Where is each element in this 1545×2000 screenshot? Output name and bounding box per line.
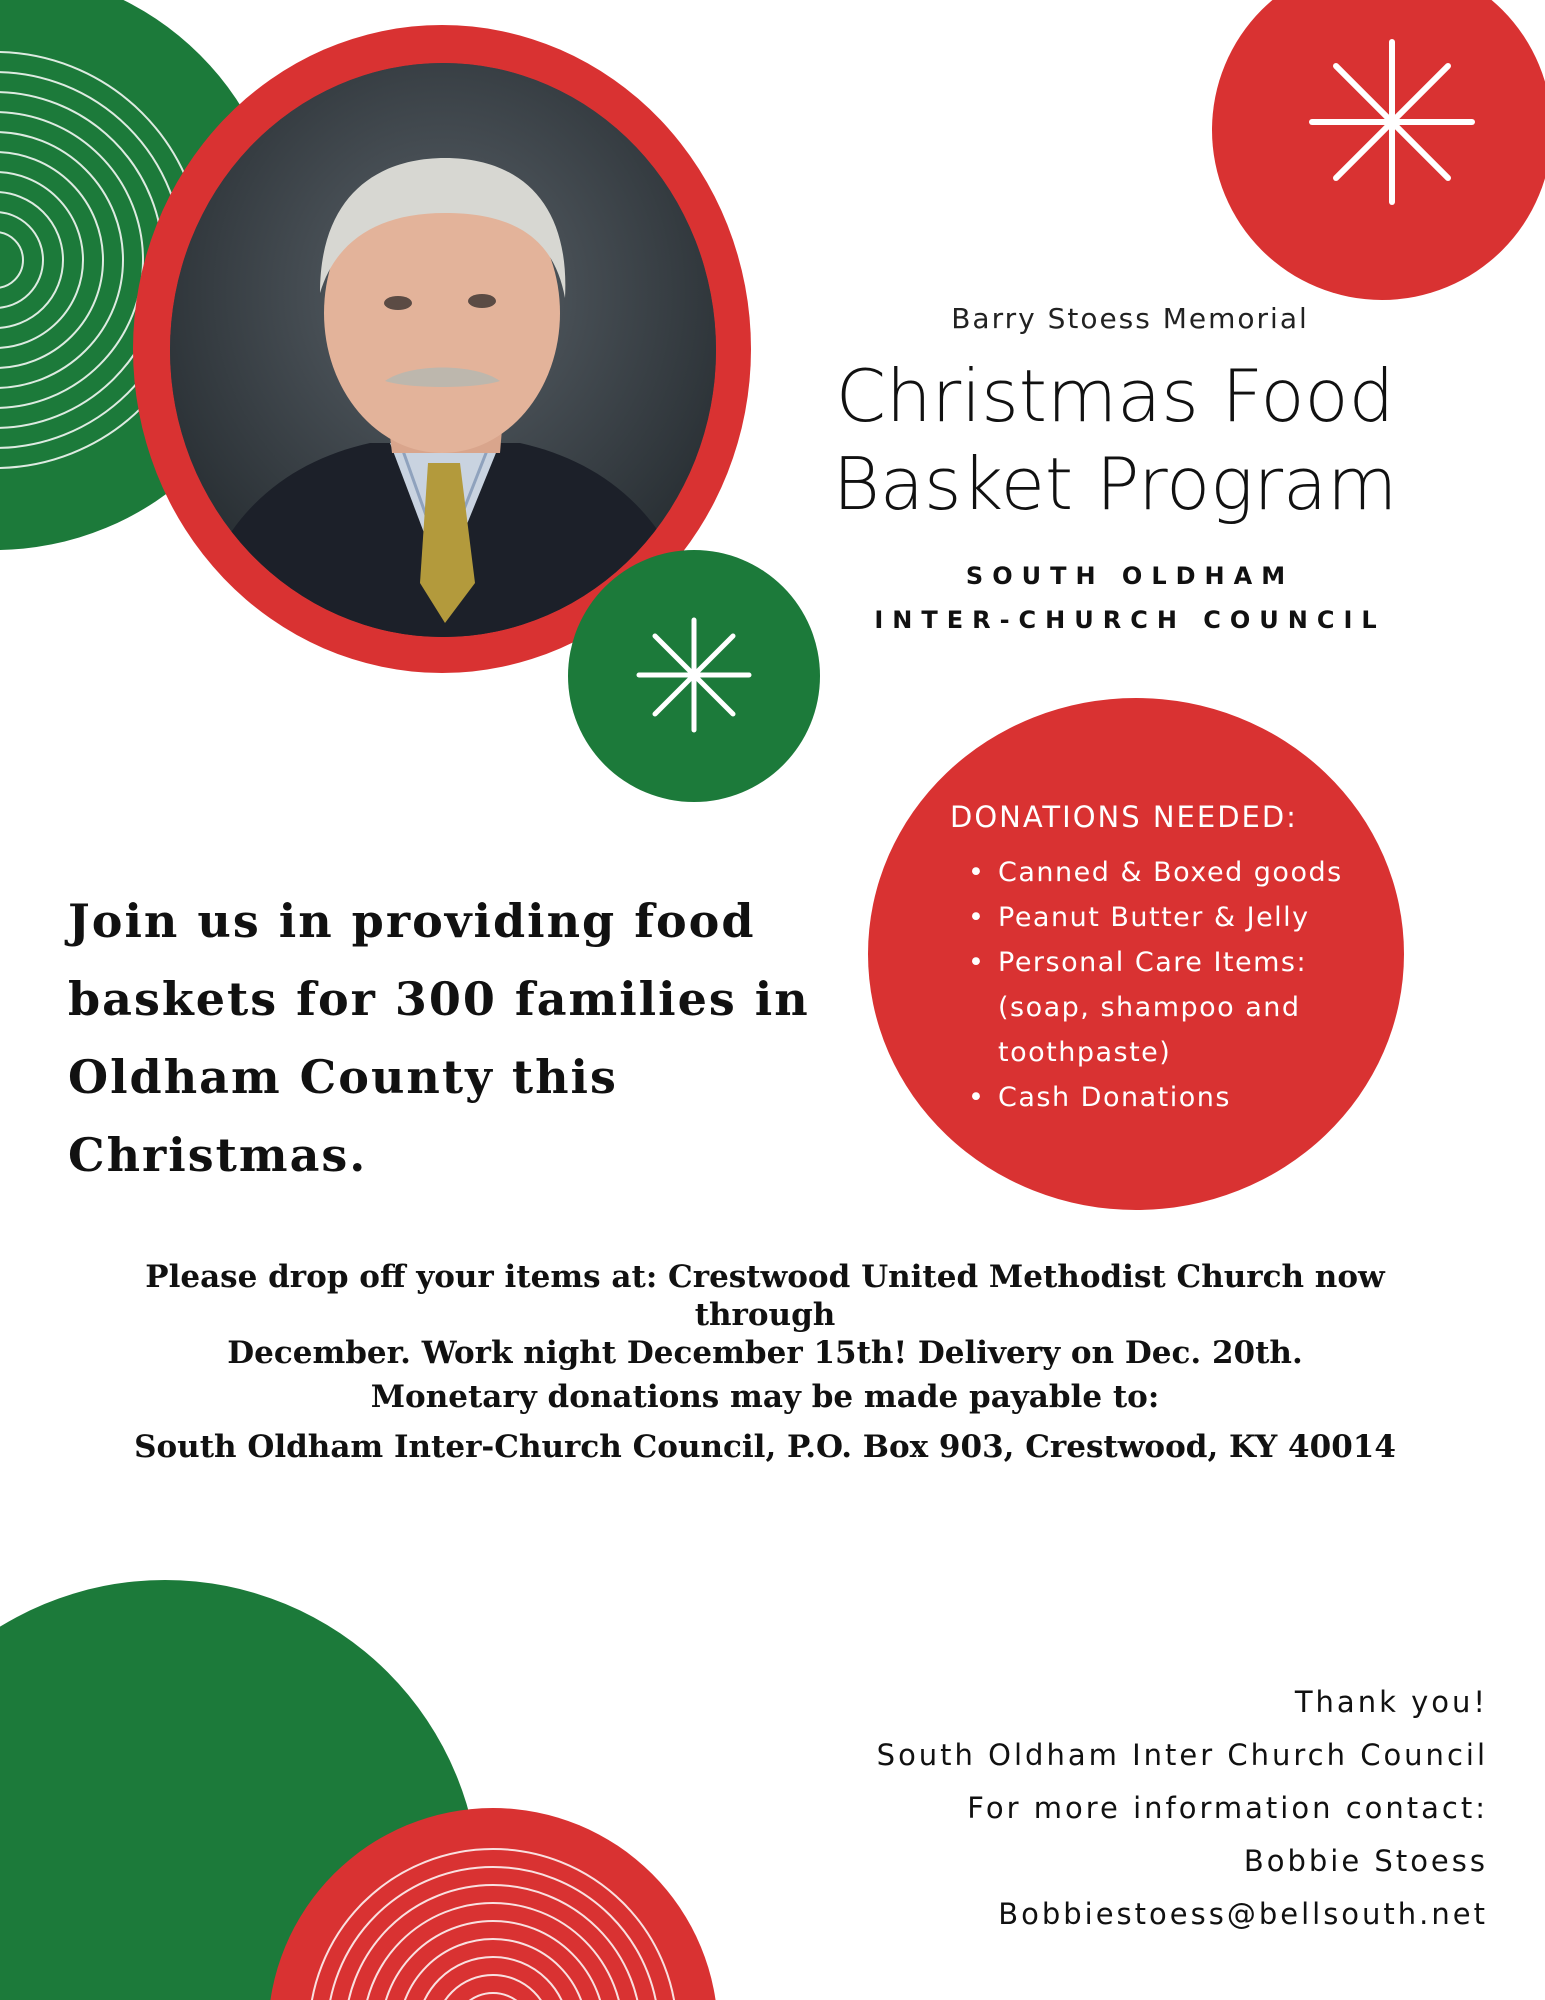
green-snowflake-circle-middle	[568, 550, 820, 802]
bullet-icon: •	[968, 857, 986, 888]
organization-name	[820, 554, 1440, 642]
org-line-1: SOUTH OLDHAM	[965, 562, 1295, 590]
contact-name: Bobbie Stoess	[1243, 1844, 1488, 1878]
list-item: • Personal Care Items: (soap, shampoo and toothpaste)	[968, 940, 1388, 1075]
bullet-icon: •	[968, 902, 986, 933]
monetary-donations: Monetary donations may be made payable to: South Oldham Inter-Church Council, P.O. Box 903, Crestwood, KY 40014	[134, 1379, 1396, 1465]
donations-heading: DONATIONS NEEDED:	[950, 800, 1298, 834]
contact-email[interactable]: Bobbiestoess@bellsouth.net	[998, 1897, 1488, 1931]
snowflake-icon	[1212, 0, 1545, 300]
red-snowflake-circle-top-right	[1212, 0, 1545, 300]
program-title	[810, 352, 1420, 528]
list-item-continuation: (soap, shampoo and	[998, 992, 1301, 1023]
thank-you: Thank you!	[1294, 1685, 1488, 1719]
dropoff-instructions: Please drop off your items at: Crestwood United Methodist Church now through December. Work night December 15th! Delivery on Dec. 20th.	[145, 1259, 1385, 1371]
list-item-continuation: toothpaste)	[998, 1037, 1172, 1068]
donations-list	[968, 850, 1388, 1120]
bullet-icon: •	[968, 1082, 986, 1113]
contact-block	[760, 1676, 1488, 1941]
title-line-2: Basket Program	[832, 442, 1398, 526]
org-line-2: INTER-CHURCH COUNCIL	[874, 606, 1386, 634]
title-line-1: Christmas Food	[835, 354, 1395, 438]
snowflake-icon	[568, 550, 820, 802]
memorial-subtitle: Barry Stoess Memorial	[951, 302, 1309, 335]
list-item: • Canned & Boxed goods	[968, 850, 1388, 895]
list-item: • Peanut Butter & Jelly	[968, 895, 1388, 940]
join-message: Join us in providing food baskets for 300 families in Oldham County this Christmas.	[68, 894, 810, 1182]
contact-info-label: For more information contact:	[967, 1791, 1488, 1825]
bullet-icon: •	[968, 947, 986, 978]
contact-org: South Oldham Inter Church Council	[876, 1738, 1488, 1772]
list-item: • Cash Donations	[968, 1075, 1388, 1120]
